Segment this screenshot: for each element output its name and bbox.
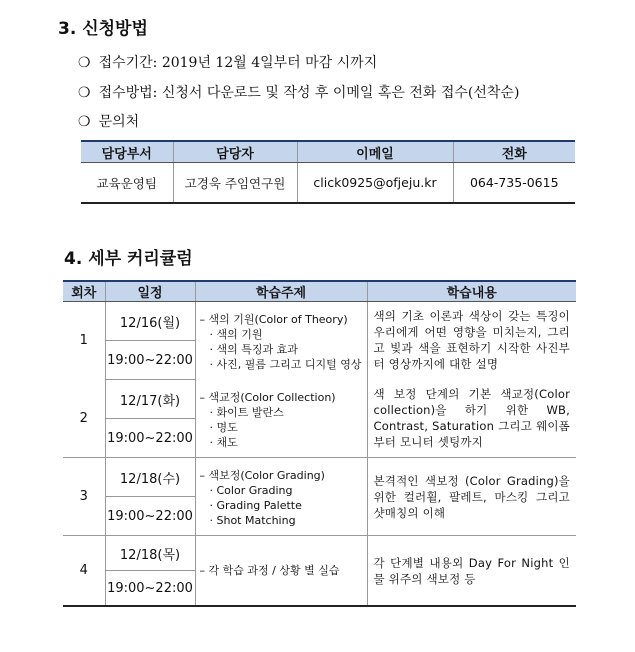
session-content: 색 보정 단계의 기본 색교정(Color collection)을 하기 위한 WB, Contrast, Saturation 그리고 웨이폼부터 모니터 셋팅까지 xyxy=(367,380,576,458)
bullet-application-period xyxy=(78,52,377,72)
header-department: 담당부서 xyxy=(81,141,173,163)
topic-main: – 색의 기원(Color of Theory) xyxy=(199,313,348,326)
header-session: 회차 xyxy=(63,281,105,302)
session-date: 12/16(월) xyxy=(105,302,195,341)
header-phone: 전화 xyxy=(453,141,575,163)
curriculum-header-row xyxy=(63,281,576,302)
table-row xyxy=(63,380,576,419)
bullet-application-method xyxy=(78,82,519,102)
contact-header-row xyxy=(81,141,575,163)
topic-sub: · Shot Matching xyxy=(209,514,296,527)
topic-sub: · Grading Palette xyxy=(209,499,302,512)
header-person: 담당자 xyxy=(173,141,297,163)
contact-phone: 064-735-0615 xyxy=(453,163,575,204)
circle-bullet-icon: ❍ xyxy=(78,114,91,130)
header-schedule: 일정 xyxy=(105,281,195,302)
section-4-title: 4. 세부 커리큘럼 xyxy=(64,249,193,269)
contact-row xyxy=(81,163,575,204)
session-topic xyxy=(195,458,367,536)
topic-main: – 색교정(Color Collection) xyxy=(199,390,336,404)
table-row xyxy=(63,458,576,497)
session-number: 4 xyxy=(63,536,105,607)
topic-sub: · Color Grading xyxy=(209,484,293,497)
header-topic: 학습주제 xyxy=(195,281,367,302)
table-row xyxy=(63,302,576,341)
topic-main: – 각 학습 과정 / 상황 별 실습 xyxy=(199,564,340,577)
bullet-text: 접수방법: 신청서 다운로드 및 작성 후 이메일 혹은 전화 접수(선착순) xyxy=(98,85,520,101)
session-number: 2 xyxy=(63,380,105,458)
bullet-text: 문의처 xyxy=(98,114,140,130)
header-content: 학습내용 xyxy=(367,281,576,302)
topic-sub: · 사진, 필름 그리고 디지털 영상 xyxy=(209,358,362,371)
section-3-title: 3. 신청방법 xyxy=(58,19,148,39)
topic-sub: · 색의 기원 xyxy=(209,328,263,341)
bullet-contact xyxy=(78,111,139,131)
session-time: 19:00~22:00 xyxy=(105,341,195,380)
session-number: 1 xyxy=(79,333,88,349)
session-topic xyxy=(195,302,367,380)
session-time: 19:00~22:00 xyxy=(105,571,195,607)
session-date: 12/18(수) xyxy=(105,458,195,497)
bullet-text: 접수기간: 2019년 12월 4일부터 마감 시까지 xyxy=(98,55,378,71)
session-date: 12/17(화) xyxy=(105,380,195,419)
topic-sub: · 채도 xyxy=(209,435,238,449)
circle-bullet-icon: ❍ xyxy=(78,85,91,101)
session-topic xyxy=(195,536,367,607)
contact-person: 고경욱 주임연구원 xyxy=(173,163,297,204)
session-content: 본격적인 색보정 (Color Grading)을 위한 컬러휠, 팔레트, 마스킹 그리고 샷매칭의 이해 xyxy=(367,458,576,536)
header-email: 이메일 xyxy=(297,141,453,163)
topic-sub: · 색의 특징과 효과 xyxy=(209,343,298,356)
table-row xyxy=(63,536,576,571)
session-time: 19:00~22:00 xyxy=(105,419,195,458)
session-content: 각 단계별 내용외 Day For Night 인물 위주의 색보정 등 xyxy=(367,536,576,607)
topic-sub: · 화이트 발란스 xyxy=(209,405,284,419)
contact-department: 교육운영팀 xyxy=(81,163,173,204)
contact-table xyxy=(81,140,575,204)
contact-email[interactable]: click0925@ofjeju.kr xyxy=(297,163,453,204)
curriculum-table xyxy=(63,280,576,607)
session-date: 12/18(목) xyxy=(105,536,195,571)
circle-bullet-icon: ❍ xyxy=(78,55,91,71)
session-topic xyxy=(195,380,367,458)
session-time: 19:00~22:00 xyxy=(105,497,195,536)
session-content: 색의 기초 이론과 색상이 갖는 특징이 우리에게 어떤 영향을 미치는지, 그리고 빛과 색을 표현하기 시작한 사진부터 영상까지에 대한 설명 xyxy=(367,302,576,380)
topic-main: – 색보정(Color Grading) xyxy=(199,469,325,482)
topic-sub: · 명도 xyxy=(209,420,238,434)
session-number: 3 xyxy=(63,458,105,536)
